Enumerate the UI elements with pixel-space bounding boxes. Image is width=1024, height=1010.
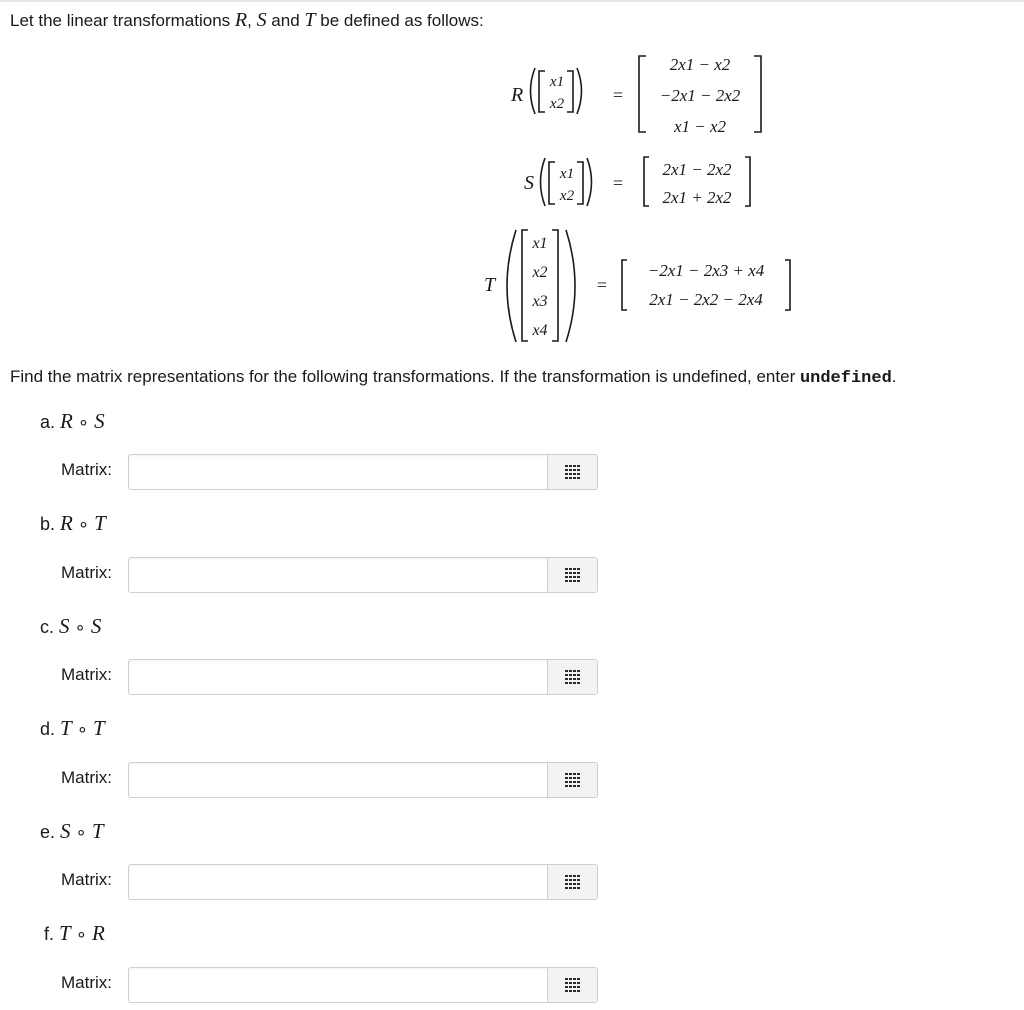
vector-entry: x2 — [532, 264, 548, 281]
matrix-field-c — [128, 659, 598, 695]
vector-entry: x4 — [532, 322, 548, 339]
matrix-input-b[interactable] — [129, 558, 547, 592]
instructions-text: Find the matrix representations for the following transformations. If the transformation is undefined, enter undefined. — [10, 367, 897, 388]
matrix-button-b[interactable] — [547, 558, 597, 592]
part-e-label: e. S ∘ T — [40, 819, 104, 843]
definition-s-equation — [518, 148, 768, 216]
right-bracket — [754, 56, 761, 132]
equals-sign: = — [612, 173, 624, 193]
function-name: S — [524, 172, 534, 194]
definition-r — [505, 48, 775, 145]
matrix-button-a[interactable] — [547, 455, 597, 489]
vector-entry: x3 — [532, 293, 548, 310]
left-bracket — [639, 56, 646, 132]
grid-icon — [565, 875, 581, 889]
matrix-entry: 2x1 − 2x2 — [662, 160, 732, 179]
right-bracket — [785, 260, 790, 310]
left-bracket — [549, 162, 555, 204]
top-divider — [0, 0, 1024, 2]
matrix-field-a — [128, 454, 598, 490]
part-f-label: f. T ∘ R — [44, 921, 105, 945]
matrix-button-e[interactable] — [547, 865, 597, 899]
definition-r-equation — [505, 48, 775, 140]
equals-sign: = — [612, 85, 624, 105]
matrix-entry: 2x1 − 2x2 − 2x4 — [649, 290, 763, 309]
matrix-entry: x1 − x2 — [673, 117, 727, 136]
right-bracket — [745, 157, 750, 206]
left-paren — [541, 158, 546, 206]
vector-entry: x1 — [549, 74, 565, 90]
right-paren — [587, 158, 592, 206]
grid-icon — [565, 465, 581, 479]
right-bracket — [552, 230, 558, 341]
intro-text: Let the linear transformations R, S and T be defined as follows: — [10, 9, 484, 31]
right-bracket — [577, 162, 583, 204]
vector-entry: x1 — [559, 166, 575, 182]
matrix-label: Matrix: — [61, 870, 112, 889]
left-bracket — [539, 71, 545, 112]
grid-icon — [565, 670, 581, 684]
definition-t-equation — [478, 224, 808, 348]
matrix-input-a[interactable] — [129, 455, 547, 489]
vector-entry: x1 — [532, 235, 548, 252]
matrix-label: Matrix: — [61, 768, 112, 787]
part-c-label: c. S ∘ S — [40, 614, 102, 638]
vector-entry: x2 — [549, 96, 565, 112]
vector-entry: x2 — [559, 188, 575, 204]
part-d-label: d. T ∘ T — [40, 716, 105, 740]
equals-sign: = — [596, 275, 608, 295]
matrix-field-f — [128, 967, 598, 1003]
left-bracket — [622, 260, 627, 310]
part-a-label: a. R ∘ S — [40, 409, 105, 433]
right-paren — [577, 68, 582, 114]
right-paren — [566, 230, 575, 342]
matrix-entry: 2x1 − x2 — [669, 55, 731, 74]
grid-icon — [565, 978, 581, 992]
matrix-field-b — [128, 557, 598, 593]
matrix-input-d[interactable] — [129, 763, 547, 797]
definition-t — [478, 224, 808, 353]
right-bracket — [567, 71, 573, 112]
undefined-keyword: undefined — [799, 369, 892, 388]
matrix-input-e[interactable] — [129, 865, 547, 899]
matrix-entry: −2x1 − 2x2 — [659, 86, 741, 105]
function-name: T — [484, 274, 496, 296]
matrix-button-c[interactable] — [547, 660, 597, 694]
function-name: R — [511, 84, 524, 106]
left-bracket — [522, 230, 528, 341]
grid-icon — [565, 568, 581, 582]
matrix-label: Matrix: — [61, 460, 112, 479]
matrix-field-d — [128, 762, 598, 798]
grid-icon — [565, 773, 581, 787]
part-b-label: b. R ∘ T — [40, 511, 106, 535]
matrix-input-c[interactable] — [129, 660, 547, 694]
matrix-entry: −2x1 − 2x3 + x4 — [647, 261, 765, 280]
matrix-label: Matrix: — [61, 563, 112, 582]
left-paren — [531, 68, 536, 114]
matrix-button-d[interactable] — [547, 763, 597, 797]
definition-s — [518, 148, 768, 221]
left-bracket — [644, 157, 649, 206]
matrix-input-f[interactable] — [129, 968, 547, 1002]
matrix-label: Matrix: — [61, 973, 112, 992]
left-paren — [507, 230, 516, 342]
matrix-button-f[interactable] — [547, 968, 597, 1002]
matrix-field-e — [128, 864, 598, 900]
matrix-entry: 2x1 + 2x2 — [662, 188, 732, 207]
matrix-label: Matrix: — [61, 665, 112, 684]
